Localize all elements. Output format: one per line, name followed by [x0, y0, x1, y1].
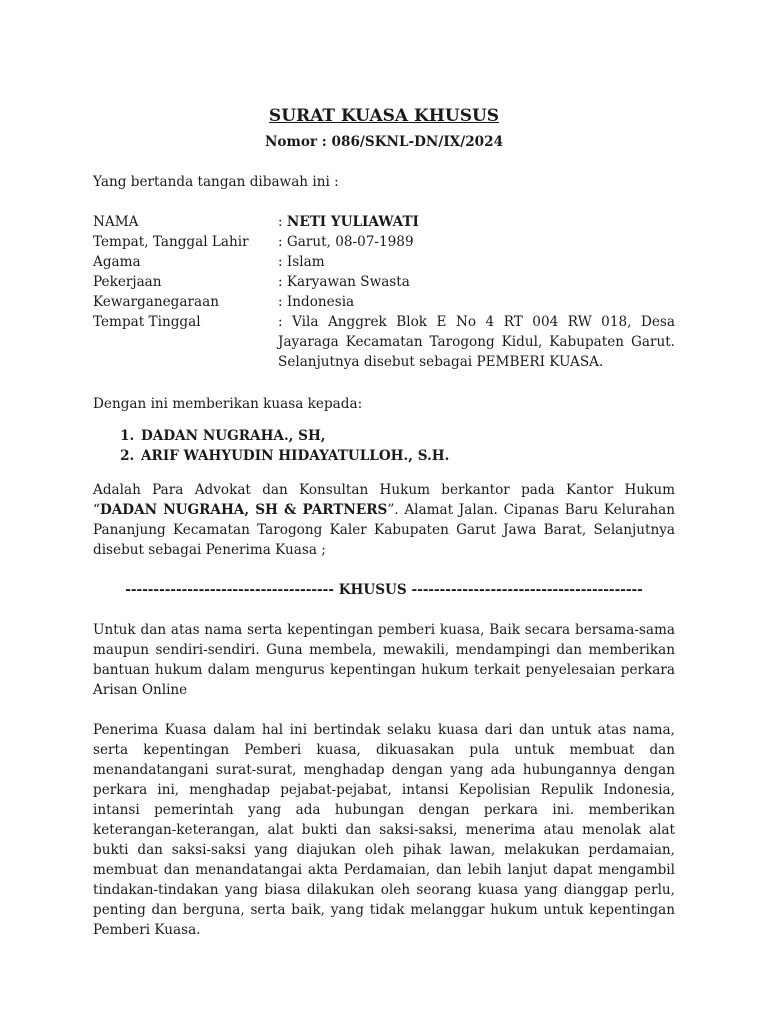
- grant-intro: Dengan ini memberikan kuasa kepada:: [93, 396, 363, 412]
- identity-value: : Indonesia: [278, 294, 355, 310]
- identity-label: Tempat, Tanggal Lahir: [93, 234, 249, 250]
- intro-text: Yang bertanda tangan dibawah ini :: [93, 174, 339, 190]
- divider-dashes-left: -------------------------------------: [125, 582, 334, 598]
- identity-row-job: [93, 272, 675, 292]
- firm-name: DADAN NUGRAHA, SH & PARTNERS: [99, 502, 388, 518]
- identity-label: Pekerjaan: [93, 274, 162, 290]
- firm-text-after: ”. Alamat Jalan. Cipanas Baru Kelurahan Pananjung Kecamatan Tarogong Kaler Kabupaten Garut Jawa Barat, Selanjutnya disebut sebagai Penerima Kuasa ;: [93, 502, 675, 558]
- identity-value: : Karyawan Swasta: [278, 274, 410, 290]
- special-purpose-paragraph: Untuk dan atas nama serta kepentingan pemberi kuasa, Baik secara bersama-sama maupun sendiri-sendiri. Guna membela, mewakili, mendampingi dan memberikan bantuan hukum dalam mengurus kepentingan hukum terkait penyelesaian perkara Arisan Online: [93, 622, 675, 698]
- firm-text-before: Adalah Para Advokat dan Konsultan Hukum berkantor pada Kantor Hukum “: [93, 482, 675, 518]
- identity-block: [93, 212, 675, 372]
- document-number: Nomor : 086/SKNL-DN/IX/2024: [264, 134, 504, 150]
- identity-value: : Vila Anggrek Blok E No 4 RT 004 RW 018, Desa Jayaraga Kecamatan Tarogong Kidul, Kabupaten Garut. Selanjutnya disebut sebagai PEMBERI KUASA.: [278, 314, 675, 370]
- identity-label: NAMA: [93, 214, 139, 230]
- attorney-powers-paragraph: Penerima Kuasa dalam hal ini bertindak selaku kuasa dari dan untuk atas nama, serta kepentingan Pemberi kuasa, dikuasakan pula untuk membuat dan menandatangani surat-surat, menghadap dengan yang ada hubungannya dengan perkara ini, menghadap pejabat-pejabat, intansi Kepolisian Repulik Indonesia, intansi pemerintah yang ada hubungan dengan perkara ini. memberikan keterangan-keterangan, alat bukti dan saksi-saksi, menerima atau menolak alat bukti dan saksi-saksi yang diajukan oleh pihak lawan, melakukan perdamaian, membuat dan menandatangai akta Perdamaian, dan lebih lanjut dapat mengambil tindakan-tindakan yang biasa dilakukan oleh seorang kuasa yang dianggap perlu, penting dan berguna, serta baik, yang tidak melanggar hukum untuk kepentingan Pemberi Kuasa.: [93, 722, 675, 938]
- divider-word: KHUSUS: [333, 582, 412, 598]
- identity-row-birth: [93, 232, 675, 252]
- attorney-item: 2. ARIF WAHYUDIN HIDAYATULLOH., S.H.: [139, 446, 675, 466]
- document-page: [93, 104, 675, 940]
- identity-label: Agama: [93, 254, 141, 270]
- identity-value: : NETI YULIAWATI: [278, 214, 419, 230]
- identity-row-nationality: [93, 292, 675, 312]
- identity-value: : Garut, 08-07-1989: [278, 234, 414, 250]
- divider-dashes-right: -----------------------------------------: [411, 582, 643, 598]
- firm-paragraph: [93, 480, 675, 560]
- identity-row-address: [93, 312, 675, 372]
- identity-label: Tempat Tinggal: [93, 314, 201, 330]
- identity-row-name: [93, 212, 675, 232]
- attorney-list: [93, 426, 675, 466]
- document-title: SURAT KUASA KHUSUS: [268, 106, 500, 126]
- identity-value: : Islam: [278, 254, 325, 270]
- grantor-name: NETI YULIAWATI: [286, 214, 419, 230]
- identity-label: Kewarganegaraan: [93, 294, 219, 310]
- identity-row-religion: [93, 252, 675, 272]
- attorney-item: 1. DADAN NUGRAHA., SH,: [139, 426, 675, 446]
- khusus-divider: [93, 580, 675, 600]
